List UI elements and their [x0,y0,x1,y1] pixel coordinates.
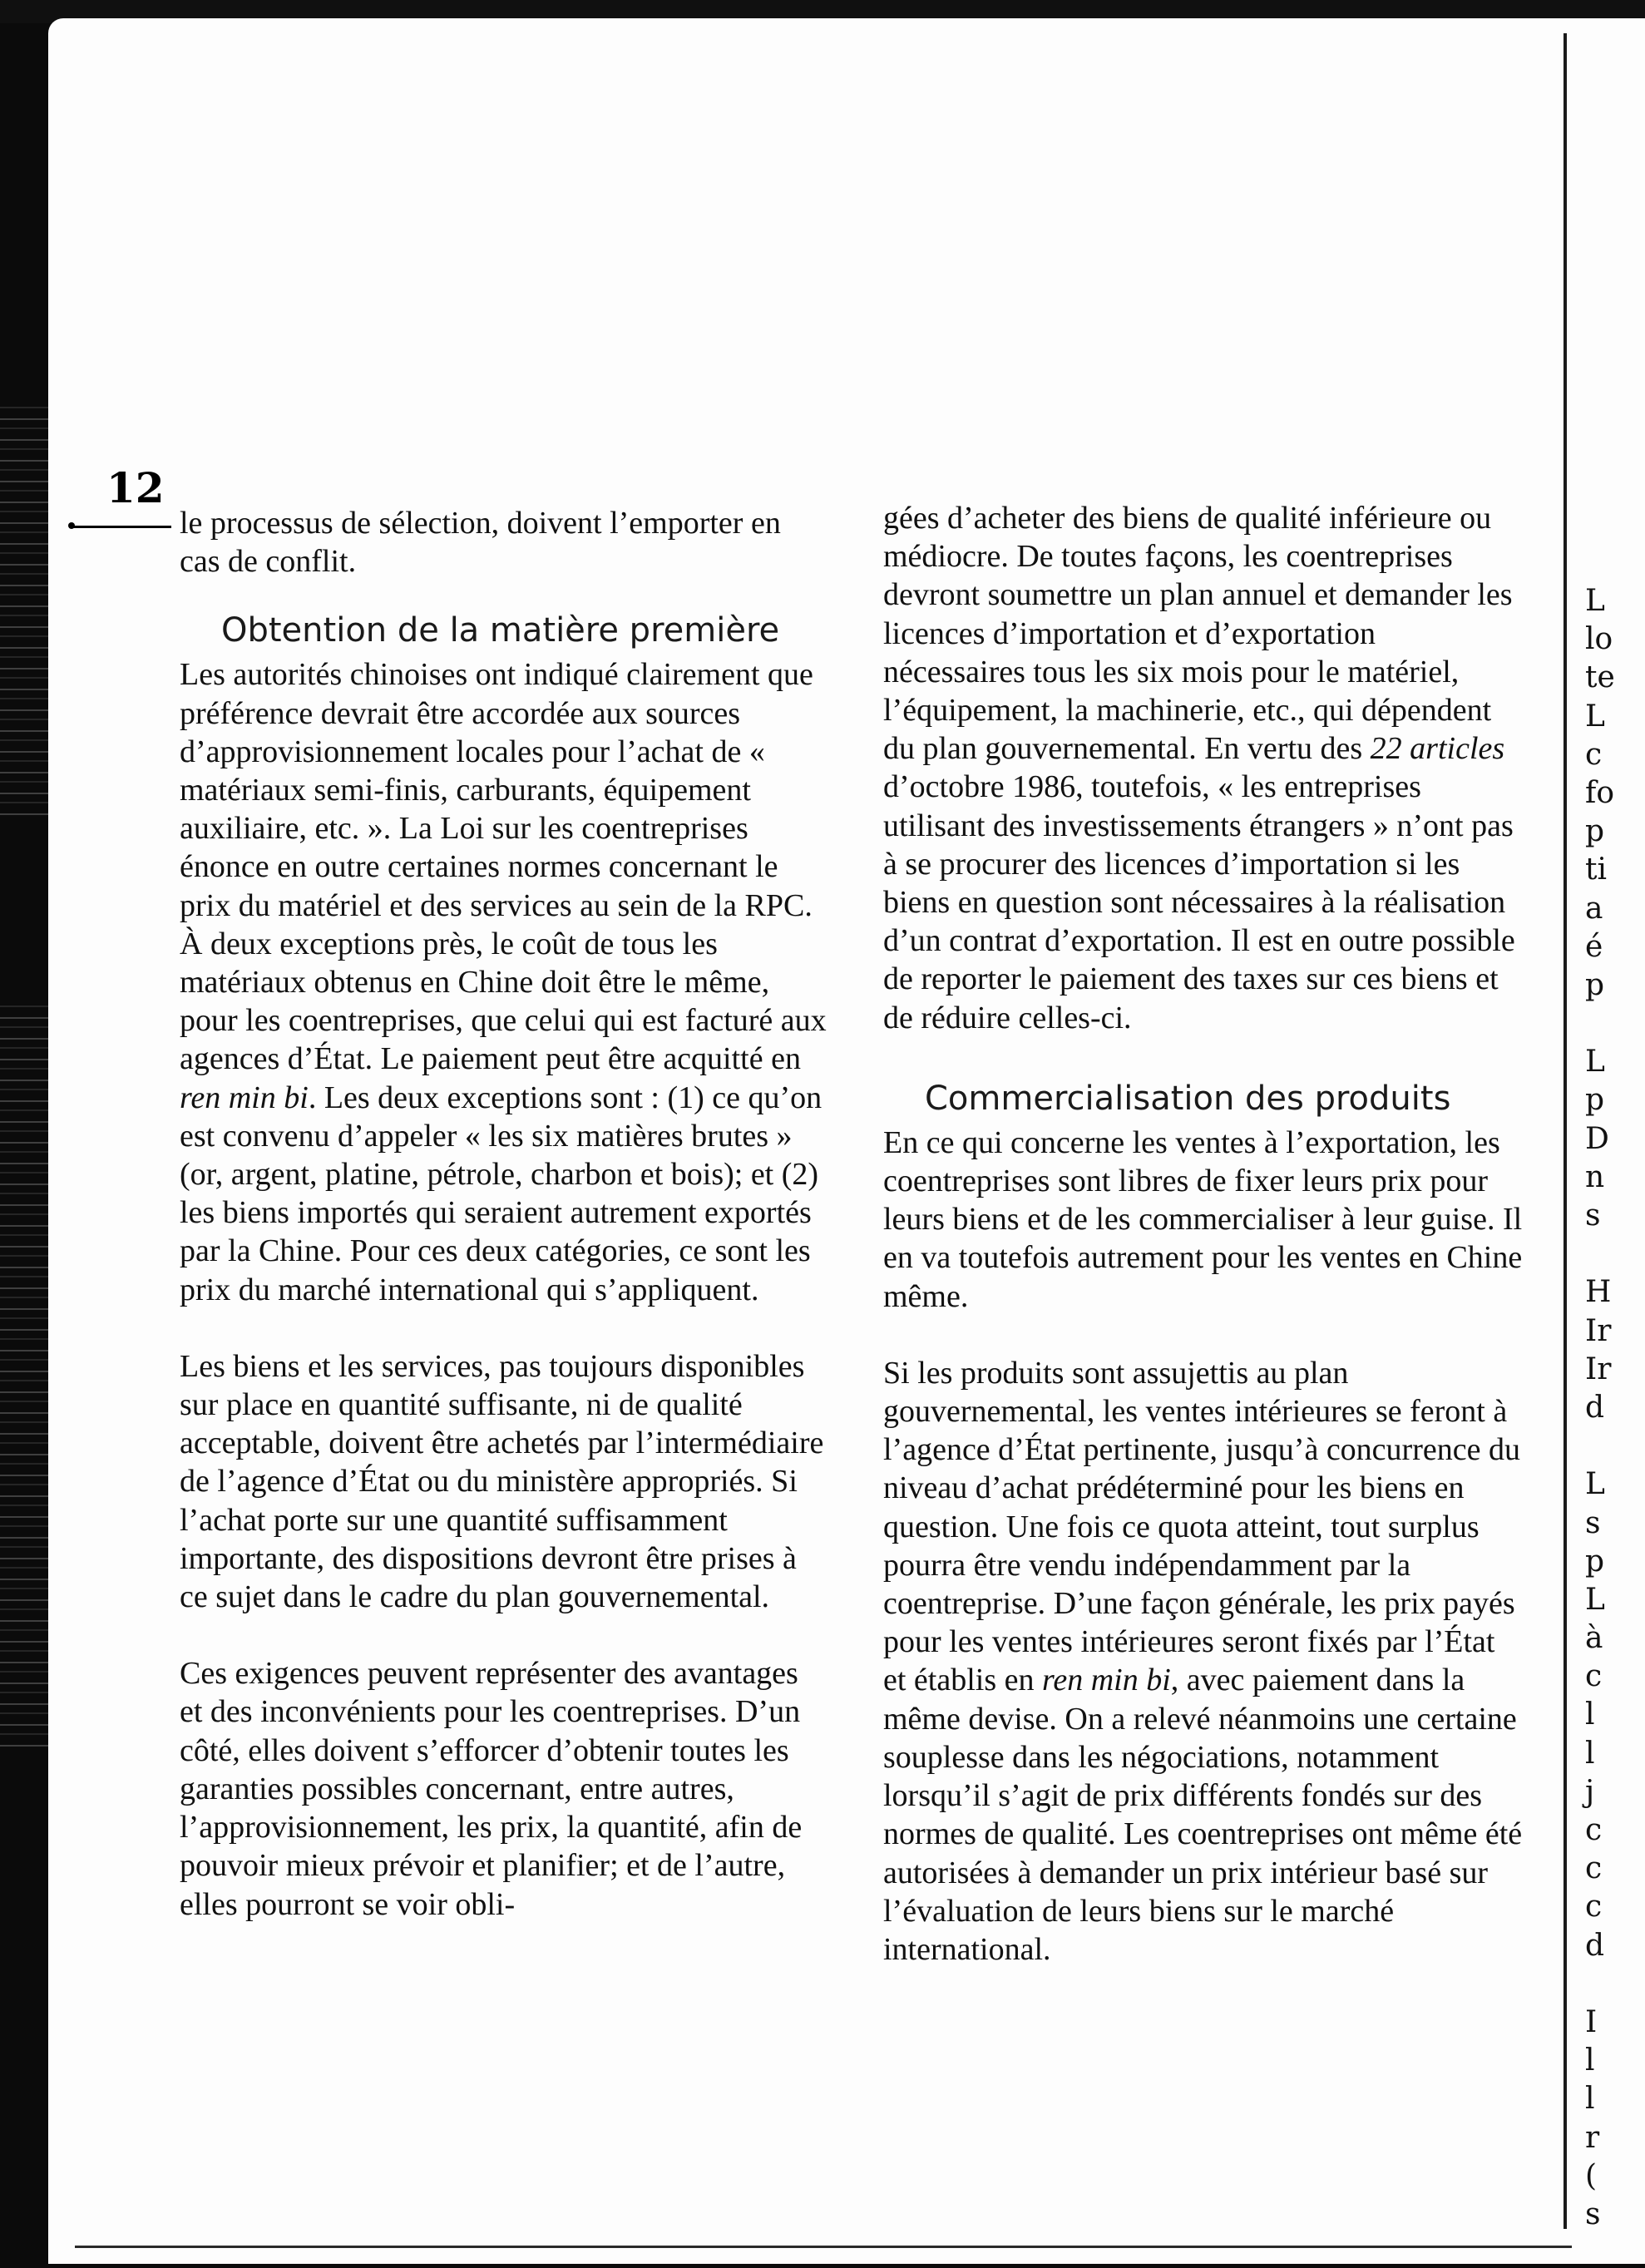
next-page-cut-line: l [1585,2043,1595,2078]
paragraph: Ces exigences peuvent représenter des avantages et des inconvénients pour les coentreprises. D’un côté, elles doivent s’efforcer d’obtenir toutes les garanties possibles concernant, entre autres, l’approvisionnement, les prix, la quantité, afin de pouvoir mieux prévoir et planifier; et de l’autre, elles pourront se voir obli- [180,1656,803,1922]
next-page-cut-line [1585,1005,1635,1043]
left-column [180,504,828,1924]
next-page-cut-line: s [1585,2196,1601,2231]
next-page-cut-line: s [1585,1505,1601,1540]
next-page-cut-line: te [1585,660,1615,695]
paragraph: Les biens et les services, pas toujours disponibles sur place en quantité suffisante, ni de qualité acceptable, doivent être achetés par l’intermédiaire de l’agence d’État ou du ministère appropriés. Si l’achat porte sur une quantité suffisamment importante, des dispositions devront être prises à ce sujet dans le cadre du plan gouvernemental. [180,1348,824,1615]
paragraph: gées d’acheter des biens de qualité inférieure ou médiocre. De toutes façons, les coentreprises devront soumettre un plan annuel et demander les licences d’importation et d’exportation nécessaires tous les six mois pour le matériel, l’équipement, la machinerie, etc., qui dépendent du plan gouvernemental. En vertu des 22 articles d’octobre 1986, toutefois, « les entreprises utilisant des investissements étrangers » n’ont pas à se procurer des licences d’importation si les biens en question sont nécessaires à la réalisation d’un contrat d’exportation. Il est en outre possible de reporter le paiement des taxes sur ces biens et de réduire celles-ci. [883,501,1515,1035]
next-page-cut-line [1585,1965,1635,2004]
paragraph: En ce qui concerne les ventes à l’exportation, les coentreprises sont libres de fixer leurs prix pour leurs biens et de les commercialiser à leur guise. Il en va toutefois autrement pour les ventes en Chine même. [883,1124,1523,1314]
next-page-cut-line: é [1585,929,1603,964]
next-page-cut-line: c [1585,1890,1603,1925]
next-page-cut-line: a [1585,891,1603,926]
page-number: 12 [106,463,165,512]
next-page-cut-line: Ir [1585,1313,1612,1348]
next-page-cut-line [1585,1235,1635,1273]
scan-left-edge-noise [0,399,50,815]
page-number-rule [73,526,171,528]
next-page-cut-line: L [1585,1045,1605,1080]
next-page-cut-line: n [1585,1159,1605,1194]
next-page-cut-line: fo [1585,775,1614,810]
next-page-cut-line: L [1585,699,1605,734]
section-heading: Commercialisation des produits [925,1079,1451,1118]
next-page-cut-line: d [1585,1390,1605,1425]
right-column [883,499,1524,1969]
next-page-cut-line: p [1585,814,1605,849]
paragraph: Si les produits sont assujettis au plan gouvernemental, les ventes intérieures se feront à l’agence d’État pertinente, jusqu’à concurrence du niveau d’achat prédéterminé pour les biens en question. Une fois ce quota atteint, tout surplus pourra être vendu indépendamment par la coentreprise. D’une façon générale, les prix payés pour les ventes intérieures seront fixés par l’État et établis en ren min bi, avec paiement dans la même devise. On a relevé néanmoins une certaine souplesse dans les négociations, notamment lorsqu’il s’agit de prix différents fondés sur des normes de qualité. Les coentreprises ont même été autorisées à demander un prix intérieur basé sur l’évaluation de leurs biens sur le marché international. [883,1355,1523,1967]
paragraph: Les autorités chinoises ont indiqué clairement que préférence devrait être accordée aux sources d’approvisionnement locales pour l’achat de « matériaux semi-finis, carburants, équipement auxiliaire, etc. ». La Loi sur les coentreprises énonce en outre certaines normes concernant le prix du matériel et des services au sein de la RPC. À deux exceptions près, le coût de tous les matériaux obtenus en Chine doit être le même, pour les coentreprises, que celui qui est facturé aux agences d’État. Le paiement peut être acquitté en ren min bi. Les deux exceptions sont : (1) ce qu’on est convenu d’appeler « les six matières brutes » (or, argent, platine, pétrole, charbon et bois); et (2) les biens importés qui seraient autrement exportés par la Chine. Pour ces deux catégories, ce sont les prix du marché international qui s’appliquent. [180,657,827,1307]
next-page-cut-line: p [1585,1083,1605,1118]
next-page-cut-line: p [1585,967,1605,1002]
section-heading: Obtention de la matière première [221,611,780,650]
next-page-cut-line: L [1585,584,1605,618]
next-page-cut-line: Ir [1585,1351,1612,1386]
next-page-cut-line: H [1585,1275,1612,1310]
next-page-cut-line: lo [1585,622,1613,657]
next-page-cut-line: I [1585,2004,1598,2039]
page-bottom-rule [75,2246,1572,2248]
next-page-cut-line [1585,1427,1635,1465]
next-page-cut-line: l [1585,1736,1595,1771]
paragraph: le processus de sélection, doivent l’emporter en cas de conflit. [180,506,781,580]
next-page-edge-rule [1563,33,1567,2229]
next-page-cut-line: ti [1585,852,1607,887]
next-page-cut-line: c [1585,737,1603,772]
next-page-cut-line: c [1585,1851,1603,1886]
next-page-cut-line: c [1585,1813,1603,1847]
next-page-cut-line: r [1585,2120,1600,2155]
next-page-cut-line: j [1585,1774,1595,1809]
scan-left-edge-noise [0,998,50,1747]
next-page-cut-line: l [1585,1697,1595,1732]
next-page-cut-line: c [1585,1659,1603,1694]
next-page-cut-line: s [1585,1198,1601,1233]
next-page-cut-line: l [1585,2082,1595,2117]
next-page-cut-line: D [1585,1121,1609,1156]
next-page-cut-line: L [1585,1582,1605,1617]
next-page-cut-text [1585,582,1635,2234]
next-page-cut-line: à [1585,1621,1603,1656]
next-page-cut-line: L [1585,1467,1605,1502]
next-page-cut-line: p [1585,1544,1605,1579]
next-page-cut-line: ( [1585,2158,1598,2193]
next-page-cut-line: d [1585,1928,1605,1963]
